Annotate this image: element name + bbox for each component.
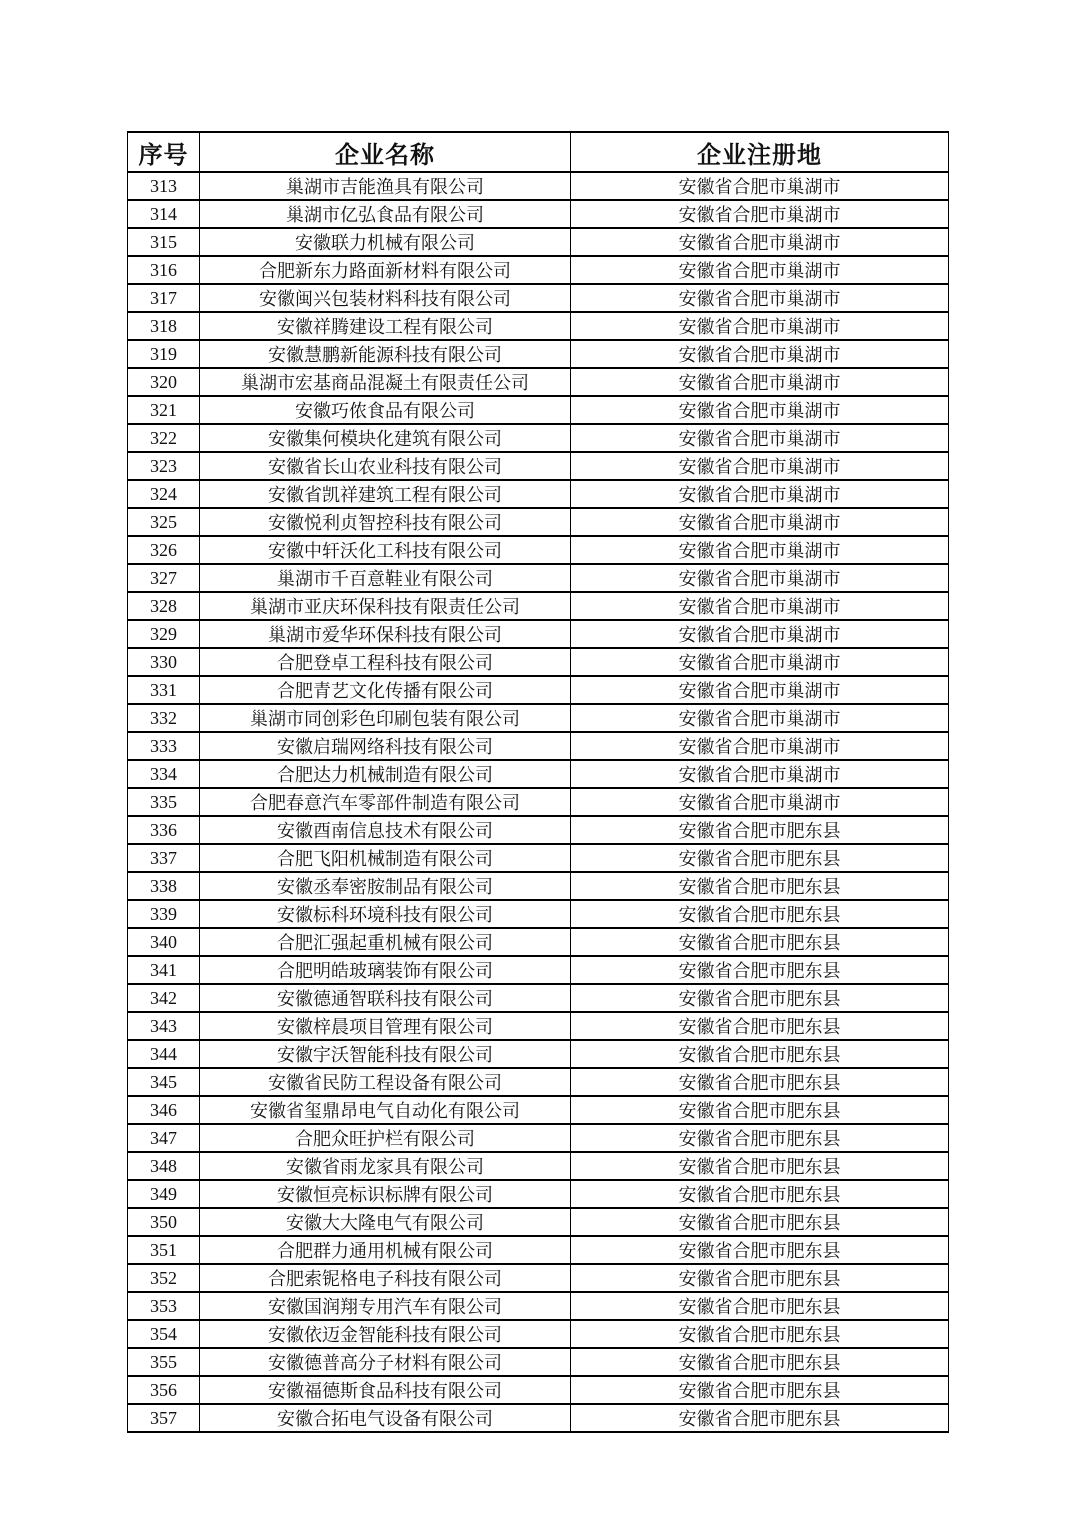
company-name-cell: 合肥青艺文化传播有限公司 xyxy=(200,676,571,704)
serial-cell: 323 xyxy=(128,452,200,480)
registration-cell: 安徽省合肥市巢湖市 xyxy=(571,592,949,620)
serial-cell: 339 xyxy=(128,900,200,928)
company-name-cell: 安徽宇沃智能科技有限公司 xyxy=(200,1040,571,1068)
company-name-cell: 合肥索铌格电子科技有限公司 xyxy=(200,1264,571,1292)
company-name-cell: 安徽集何模块化建筑有限公司 xyxy=(200,424,571,452)
serial-cell: 352 xyxy=(128,1264,200,1292)
company-name-cell: 合肥众旺护栏有限公司 xyxy=(200,1124,571,1152)
company-table xyxy=(127,131,949,1433)
table-row xyxy=(128,1096,949,1124)
company-name-cell: 安徽省民防工程设备有限公司 xyxy=(200,1068,571,1096)
registration-cell: 安徽省合肥市巢湖市 xyxy=(571,172,949,200)
registration-cell: 安徽省合肥市巢湖市 xyxy=(571,788,949,816)
registration-cell: 安徽省合肥市巢湖市 xyxy=(571,508,949,536)
company-name-cell: 合肥达力机械制造有限公司 xyxy=(200,760,571,788)
table-row xyxy=(128,228,949,256)
table-row xyxy=(128,1180,949,1208)
registration-cell: 安徽省合肥市巢湖市 xyxy=(571,312,949,340)
registration-cell: 安徽省合肥市肥东县 xyxy=(571,872,949,900)
company-name-cell: 安徽巧侬食品有限公司 xyxy=(200,396,571,424)
table-row xyxy=(128,200,949,228)
header-serial-number: 序号 xyxy=(128,132,200,172)
table-row xyxy=(128,1236,949,1264)
serial-cell: 343 xyxy=(128,1012,200,1040)
table-row xyxy=(128,676,949,704)
registration-cell: 安徽省合肥市巢湖市 xyxy=(571,480,949,508)
company-name-cell: 合肥汇强起重机械有限公司 xyxy=(200,928,571,956)
company-name-cell: 巢湖市亚庆环保科技有限责任公司 xyxy=(200,592,571,620)
registration-cell: 安徽省合肥市巢湖市 xyxy=(571,228,949,256)
serial-cell: 350 xyxy=(128,1208,200,1236)
table-row xyxy=(128,732,949,760)
table-row xyxy=(128,424,949,452)
registration-cell: 安徽省合肥市肥东县 xyxy=(571,984,949,1012)
header-company-name: 企业名称 xyxy=(200,132,571,172)
table-row xyxy=(128,760,949,788)
table-row xyxy=(128,256,949,284)
registration-cell: 安徽省合肥市巢湖市 xyxy=(571,256,949,284)
registration-cell: 安徽省合肥市巢湖市 xyxy=(571,424,949,452)
company-name-cell: 安徽福德斯食品科技有限公司 xyxy=(200,1376,571,1404)
registration-cell: 安徽省合肥市肥东县 xyxy=(571,1348,949,1376)
table-row xyxy=(128,564,949,592)
company-name-cell: 合肥明皓玻璃装饰有限公司 xyxy=(200,956,571,984)
company-name-cell: 合肥新东力路面新材料有限公司 xyxy=(200,256,571,284)
registration-cell: 安徽省合肥市肥东县 xyxy=(571,1376,949,1404)
serial-cell: 351 xyxy=(128,1236,200,1264)
serial-cell: 325 xyxy=(128,508,200,536)
registration-cell: 安徽省合肥市巢湖市 xyxy=(571,536,949,564)
table-row xyxy=(128,704,949,732)
company-name-cell: 安徽省长山农业科技有限公司 xyxy=(200,452,571,480)
serial-cell: 337 xyxy=(128,844,200,872)
table-body xyxy=(128,172,949,1432)
serial-cell: 336 xyxy=(128,816,200,844)
serial-cell: 335 xyxy=(128,788,200,816)
serial-cell: 353 xyxy=(128,1292,200,1320)
company-name-cell: 安徽启瑞网络科技有限公司 xyxy=(200,732,571,760)
company-name-cell: 安徽酉南信息技术有限公司 xyxy=(200,816,571,844)
serial-cell: 338 xyxy=(128,872,200,900)
serial-cell: 326 xyxy=(128,536,200,564)
table-row xyxy=(128,396,949,424)
table-row xyxy=(128,536,949,564)
registration-cell: 安徽省合肥市肥东县 xyxy=(571,1292,949,1320)
company-name-cell: 安徽恒亮标识标牌有限公司 xyxy=(200,1180,571,1208)
serial-cell: 340 xyxy=(128,928,200,956)
registration-cell: 安徽省合肥市巢湖市 xyxy=(571,732,949,760)
serial-cell: 354 xyxy=(128,1320,200,1348)
company-name-cell: 合肥飞阳机械制造有限公司 xyxy=(200,844,571,872)
registration-cell: 安徽省合肥市肥东县 xyxy=(571,1012,949,1040)
company-name-cell: 安徽国润翔专用汽车有限公司 xyxy=(200,1292,571,1320)
table-row xyxy=(128,788,949,816)
serial-cell: 318 xyxy=(128,312,200,340)
registration-cell: 安徽省合肥市巢湖市 xyxy=(571,676,949,704)
registration-cell: 安徽省合肥市肥东县 xyxy=(571,1152,949,1180)
registration-cell: 安徽省合肥市肥东县 xyxy=(571,956,949,984)
registration-cell: 安徽省合肥市巢湖市 xyxy=(571,620,949,648)
registration-cell: 安徽省合肥市巢湖市 xyxy=(571,704,949,732)
company-name-cell: 安徽中轩沃化工科技有限公司 xyxy=(200,536,571,564)
table-row xyxy=(128,872,949,900)
company-name-cell: 巢湖市亿弘食品有限公司 xyxy=(200,200,571,228)
serial-cell: 329 xyxy=(128,620,200,648)
registration-cell: 安徽省合肥市巢湖市 xyxy=(571,340,949,368)
serial-cell: 313 xyxy=(128,172,200,200)
serial-cell: 341 xyxy=(128,956,200,984)
serial-cell: 333 xyxy=(128,732,200,760)
table-row xyxy=(128,1208,949,1236)
serial-cell: 328 xyxy=(128,592,200,620)
serial-cell: 324 xyxy=(128,480,200,508)
company-name-cell: 安徽慧鹏新能源科技有限公司 xyxy=(200,340,571,368)
serial-cell: 317 xyxy=(128,284,200,312)
table-row xyxy=(128,816,949,844)
table-row xyxy=(128,928,949,956)
serial-cell: 319 xyxy=(128,340,200,368)
table-row xyxy=(128,284,949,312)
table-row xyxy=(128,452,949,480)
registration-cell: 安徽省合肥市肥东县 xyxy=(571,844,949,872)
table-row xyxy=(128,984,949,1012)
serial-cell: 342 xyxy=(128,984,200,1012)
serial-cell: 314 xyxy=(128,200,200,228)
table-row xyxy=(128,1404,949,1432)
registration-cell: 安徽省合肥市巢湖市 xyxy=(571,368,949,396)
registration-cell: 安徽省合肥市肥东县 xyxy=(571,1320,949,1348)
registration-cell: 安徽省合肥市肥东县 xyxy=(571,1236,949,1264)
registration-cell: 安徽省合肥市巢湖市 xyxy=(571,452,949,480)
serial-cell: 332 xyxy=(128,704,200,732)
company-name-cell: 安徽联力机械有限公司 xyxy=(200,228,571,256)
table-row xyxy=(128,956,949,984)
company-name-cell: 合肥春意汽车零部件制造有限公司 xyxy=(200,788,571,816)
serial-cell: 355 xyxy=(128,1348,200,1376)
serial-cell: 356 xyxy=(128,1376,200,1404)
company-name-cell: 巢湖市爱华环保科技有限公司 xyxy=(200,620,571,648)
table-row xyxy=(128,844,949,872)
serial-cell: 348 xyxy=(128,1152,200,1180)
company-name-cell: 巢湖市同创彩色印刷包装有限公司 xyxy=(200,704,571,732)
table-row xyxy=(128,1348,949,1376)
table-row xyxy=(128,368,949,396)
company-name-cell: 安徽祥腾建设工程有限公司 xyxy=(200,312,571,340)
serial-cell: 316 xyxy=(128,256,200,284)
header-row xyxy=(128,132,949,172)
registration-cell: 安徽省合肥市肥东县 xyxy=(571,1404,949,1432)
company-name-cell: 安徽闽兴包装材料科技有限公司 xyxy=(200,284,571,312)
registration-cell: 安徽省合肥市肥东县 xyxy=(571,1068,949,1096)
table-row xyxy=(128,172,949,200)
table-row xyxy=(128,1068,949,1096)
table-row xyxy=(128,648,949,676)
registration-cell: 安徽省合肥市肥东县 xyxy=(571,1180,949,1208)
registration-cell: 安徽省合肥市巢湖市 xyxy=(571,396,949,424)
company-name-cell: 巢湖市吉能渔具有限公司 xyxy=(200,172,571,200)
serial-cell: 344 xyxy=(128,1040,200,1068)
header-registration-place: 企业注册地 xyxy=(571,132,949,172)
serial-cell: 346 xyxy=(128,1096,200,1124)
registration-cell: 安徽省合肥市肥东县 xyxy=(571,900,949,928)
serial-cell: 327 xyxy=(128,564,200,592)
company-name-cell: 安徽合拓电气设备有限公司 xyxy=(200,1404,571,1432)
table-row xyxy=(128,508,949,536)
table-row xyxy=(128,900,949,928)
serial-cell: 334 xyxy=(128,760,200,788)
registration-cell: 安徽省合肥市肥东县 xyxy=(571,928,949,956)
company-name-cell: 安徽德普高分子材料有限公司 xyxy=(200,1348,571,1376)
company-name-cell: 安徽依迈金智能科技有限公司 xyxy=(200,1320,571,1348)
table-row xyxy=(128,312,949,340)
registration-cell: 安徽省合肥市巢湖市 xyxy=(571,648,949,676)
registration-cell: 安徽省合肥市肥东县 xyxy=(571,1264,949,1292)
serial-cell: 347 xyxy=(128,1124,200,1152)
company-name-cell: 巢湖市千百意鞋业有限公司 xyxy=(200,564,571,592)
table-row xyxy=(128,592,949,620)
registration-cell: 安徽省合肥市肥东县 xyxy=(571,1124,949,1152)
serial-cell: 330 xyxy=(128,648,200,676)
serial-cell: 315 xyxy=(128,228,200,256)
table-row xyxy=(128,340,949,368)
registration-cell: 安徽省合肥市巢湖市 xyxy=(571,284,949,312)
table-row xyxy=(128,1264,949,1292)
registration-cell: 安徽省合肥市肥东县 xyxy=(571,1040,949,1068)
serial-cell: 349 xyxy=(128,1180,200,1208)
table-row xyxy=(128,1124,949,1152)
company-name-cell: 安徽丞奉密胺制品有限公司 xyxy=(200,872,571,900)
company-name-cell: 巢湖市宏基商品混凝土有限责任公司 xyxy=(200,368,571,396)
serial-cell: 322 xyxy=(128,424,200,452)
company-name-cell: 安徽德通智联科技有限公司 xyxy=(200,984,571,1012)
company-name-cell: 安徽梓晨项目管理有限公司 xyxy=(200,1012,571,1040)
serial-cell: 331 xyxy=(128,676,200,704)
company-name-cell: 安徽悦利贞智控科技有限公司 xyxy=(200,508,571,536)
serial-cell: 321 xyxy=(128,396,200,424)
company-name-cell: 安徽省雨龙家具有限公司 xyxy=(200,1152,571,1180)
registration-cell: 安徽省合肥市巢湖市 xyxy=(571,760,949,788)
table-row xyxy=(128,1040,949,1068)
registration-cell: 安徽省合肥市巢湖市 xyxy=(571,200,949,228)
registration-cell: 安徽省合肥市肥东县 xyxy=(571,1096,949,1124)
registration-cell: 安徽省合肥市肥东县 xyxy=(571,816,949,844)
table-row xyxy=(128,480,949,508)
table-row xyxy=(128,1152,949,1180)
table-row xyxy=(128,1292,949,1320)
registration-cell: 安徽省合肥市巢湖市 xyxy=(571,564,949,592)
company-name-cell: 安徽省凯祥建筑工程有限公司 xyxy=(200,480,571,508)
company-name-cell: 安徽省玺鼎昂电气自动化有限公司 xyxy=(200,1096,571,1124)
company-name-cell: 合肥登卓工程科技有限公司 xyxy=(200,648,571,676)
table-row xyxy=(128,1376,949,1404)
company-name-cell: 合肥群力通用机械有限公司 xyxy=(200,1236,571,1264)
table-row xyxy=(128,1320,949,1348)
company-name-cell: 安徽标科环境科技有限公司 xyxy=(200,900,571,928)
serial-cell: 320 xyxy=(128,368,200,396)
table-row xyxy=(128,1012,949,1040)
company-name-cell: 安徽大大隆电气有限公司 xyxy=(200,1208,571,1236)
serial-cell: 345 xyxy=(128,1068,200,1096)
table-row xyxy=(128,620,949,648)
registration-cell: 安徽省合肥市肥东县 xyxy=(571,1208,949,1236)
serial-cell: 357 xyxy=(128,1404,200,1432)
